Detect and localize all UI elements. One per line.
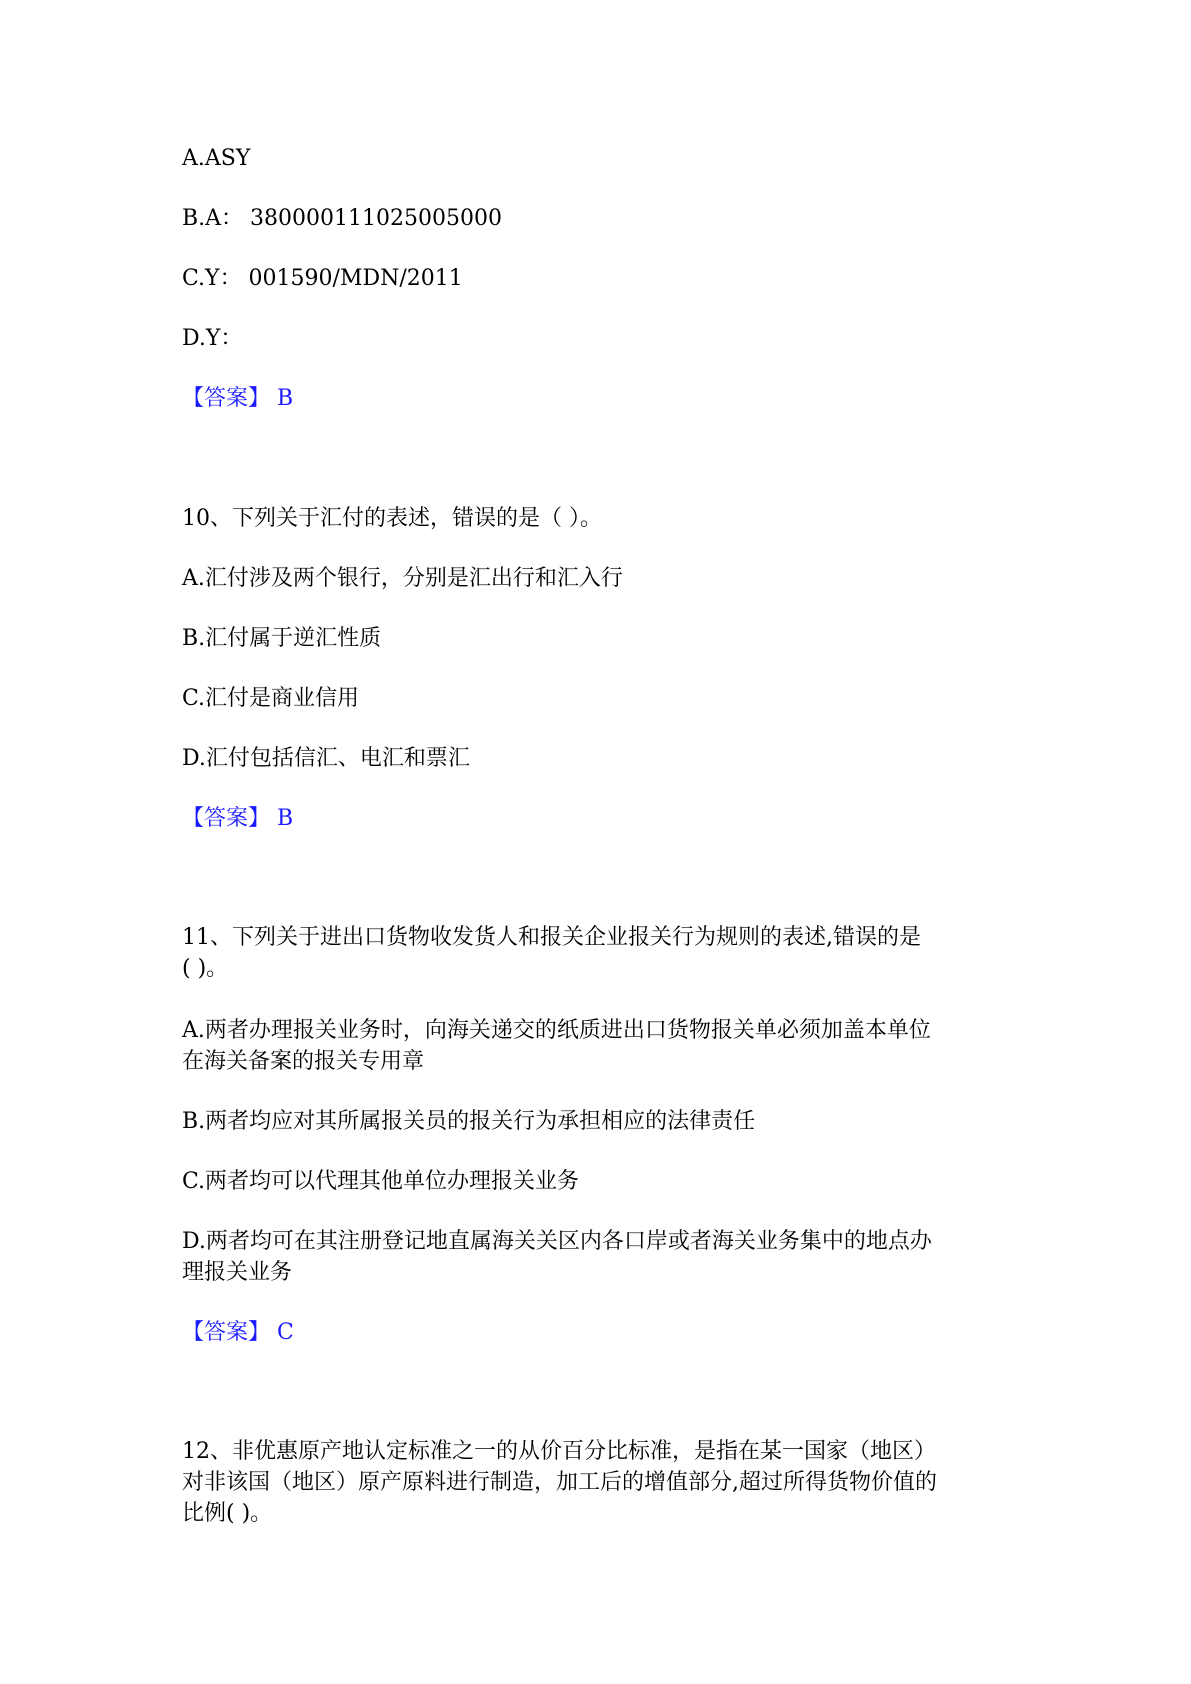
q11-answer: 【答案】 C bbox=[182, 1320, 294, 1345]
q9-option-a: A.ASY bbox=[182, 146, 251, 171]
q11-option-a-line-2: 在海关备案的报关专用章 bbox=[182, 1049, 425, 1074]
q9-option-c: C.Y： 001590/MDN/2011 bbox=[182, 266, 463, 291]
q11-option-d-line-1: D.两者均可在其注册登记地直属海关关区内各口岸或者海关业务集中的地点办 bbox=[182, 1229, 932, 1254]
q10-option-d: D.汇付包括信汇、电汇和票汇 bbox=[182, 746, 470, 771]
q11-option-d-line-2: 理报关业务 bbox=[182, 1260, 293, 1285]
q12-stem-line-3: 比例( )。 bbox=[182, 1501, 273, 1526]
q9-answer: 【答案】 B bbox=[182, 386, 294, 411]
q10-option-c: C.汇付是商业信用 bbox=[182, 686, 360, 711]
q12-stem-line-1: 12、非优惠原产地认定标准之一的从价百分比标准，是指在某一国家（地区） bbox=[182, 1439, 936, 1464]
q11-stem-line-1: 11、下列关于进出口货物收发货人和报关企业报关行为规则的表述,错误的是 bbox=[182, 925, 921, 950]
q10-stem: 10、下列关于汇付的表述，错误的是（ ）。 bbox=[182, 506, 602, 531]
q11-option-b: B.两者均应对其所属报关员的报关行为承担相应的法律责任 bbox=[182, 1109, 756, 1134]
q12-stem-line-2: 对非该国（地区）原产原料进行制造，加工后的增值部分,超过所得货物价值的 bbox=[182, 1470, 937, 1495]
q10-answer: 【答案】 B bbox=[182, 806, 294, 831]
q9-option-b: B.A： 380000111025005000 bbox=[182, 206, 502, 231]
q9-option-d: D.Y： bbox=[182, 326, 243, 351]
q10-option-b: B.汇付属于逆汇性质 bbox=[182, 626, 382, 651]
q10-option-a: A.汇付涉及两个银行，分别是汇出行和汇入行 bbox=[182, 566, 623, 591]
q11-option-c: C.两者均可以代理其他单位办理报关业务 bbox=[182, 1169, 580, 1194]
q11-stem-line-2: ( )。 bbox=[182, 956, 229, 981]
q11-option-a-line-1: A.两者办理报关业务时，向海关递交的纸质进出口货物报关单必须加盖本单位 bbox=[182, 1018, 931, 1043]
